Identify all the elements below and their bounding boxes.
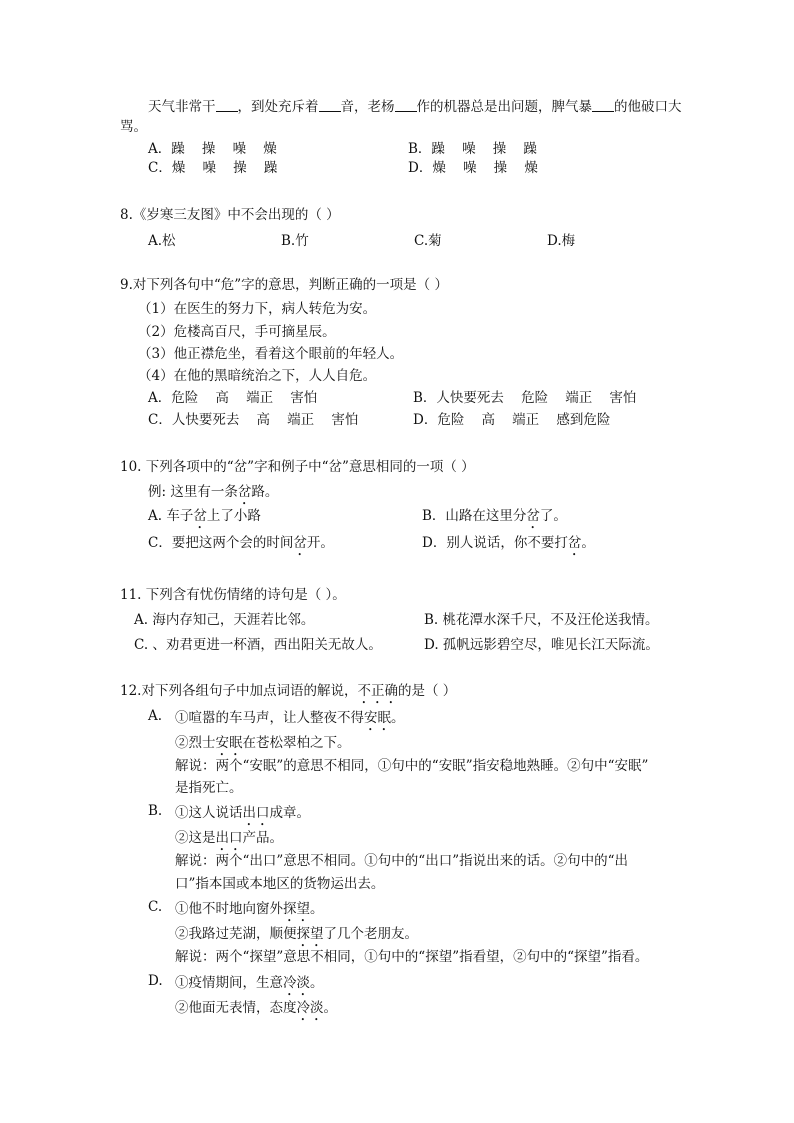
sentence-text: 。 [323, 1000, 337, 1016]
q12-a-explanation-1: 解说：两个“安眠”的意思不相同，①句中的“安眠”指安稳地熟睡。②句中“安眠” [175, 758, 649, 774]
q12-d-sentence-2 [175, 1000, 337, 1024]
sentence-text: ②烈士 [175, 735, 216, 751]
answer-blank[interactable] [216, 99, 238, 112]
q12-a-sentence-2 [175, 735, 351, 759]
option-text: 了。 [539, 508, 567, 524]
sentence-text: ①他不时地向窗外 [175, 901, 283, 917]
q8-option-c[interactable]: C.菊 [414, 233, 442, 249]
sentence-text: 成章。 [269, 805, 310, 821]
q9-option-b[interactable]: B．人快要死去 危险 端正 害怕 [413, 390, 637, 406]
option-text: 。 [581, 535, 595, 551]
q11-option-c[interactable]: C. 、劝君更进一杯酒，西出阳关无故人。 [134, 637, 382, 653]
q10-stem: 10. 下列各项中的“岔”字和例子中“岔”意思相同的一项（ ） [120, 459, 475, 475]
q7-stem-part: ，到处充斥着 [237, 99, 319, 115]
q9-option-c[interactable]: C．人快要死去 高 端正 害怕 [148, 412, 359, 428]
q9-option-d[interactable]: D．危险 高 端正 感到危险 [413, 412, 611, 428]
q7-stem [148, 99, 682, 115]
q9-sentence-4: （4）在他的黑暗统治之下，人人自危。 [138, 368, 377, 384]
dotted-word: 安眠 [215, 735, 243, 751]
q7-stem-part: 的他破口大 [614, 99, 682, 115]
q11-option-a[interactable]: A. 海内存知己，天涯若比邻。 [134, 612, 315, 628]
sentence-text: 。 [310, 901, 324, 917]
dotted-word: 出口 [242, 805, 270, 821]
q12-b-sentence-1 [175, 805, 310, 829]
q12-b-explanation-2: 口”指本国或本地区的货物运出去。 [175, 876, 385, 892]
dotted-word: 岔 [567, 535, 582, 551]
dotted-word: 不正确 [357, 683, 398, 699]
q10-option-c[interactable] [148, 535, 334, 559]
q7-option-c[interactable]: C．燥 噪 操 躁 [148, 160, 278, 176]
q12-a-sentence-1 [175, 710, 405, 734]
q12-stem [120, 683, 456, 707]
q10-example-text: 例: 这里有一条 [148, 484, 238, 500]
q9-sentence-1: （1）在医生的努力下，病人转危为安。 [138, 301, 377, 317]
option-text: D．别人说话，你不要打 [422, 535, 568, 551]
dotted-word: 出口 [215, 830, 243, 846]
q12-a-explanation-2: 是指死亡。 [175, 780, 243, 796]
q7-option-b[interactable]: B．躁 噪 操 躁 [408, 141, 537, 157]
q7-stem-part: 天气非常干 [148, 99, 216, 115]
q10-option-b[interactable] [422, 508, 567, 532]
q12-c-sentence-2 [175, 926, 418, 950]
sentence-text: 。 [310, 975, 324, 991]
dotted-word: 岔 [237, 484, 252, 500]
q8-option-d[interactable]: D.梅 [547, 233, 576, 249]
q7-stem-part: 作的机器总是出问题，脾气暴 [416, 99, 592, 115]
q10-option-d[interactable] [422, 535, 595, 559]
q12-b-explanation-1: 解说：两个“出口”意思不相同。①句中的“出口”指说出来的话。②句中的“出 [175, 853, 629, 869]
answer-blank[interactable] [395, 99, 417, 112]
sentence-text: ①这人说话 [175, 805, 243, 821]
q9-stem: 9.对下列各句中“危”字的意思，判断正确的一项是（ ） [120, 277, 448, 293]
option-text: C．要把这两个会的时间 [148, 535, 294, 551]
q10-example [148, 484, 278, 508]
dotted-word: 岔 [293, 535, 307, 551]
option-text: 上了小路 [206, 508, 261, 524]
answer-blank[interactable] [592, 99, 614, 112]
sentence-text: ②我路过芜湖，顺便 [175, 926, 297, 942]
dotted-word: 探望 [296, 926, 324, 942]
q7-stem-continued: 骂。 [120, 119, 147, 135]
sentence-text: ①喧嚣的车马声，让人整夜不得 [175, 710, 364, 726]
q9-sentence-3: （3）他正襟危坐，看着这个眼前的年轻人。 [138, 346, 404, 362]
q12-stem-text: 12.对下列各组句子中加点词语的解说， [120, 683, 358, 699]
q9-sentence-2: （2）危楼高百尺，手可摘星辰。 [138, 324, 336, 340]
dotted-word: 岔 [193, 508, 207, 524]
q12-stem-text: 的是（ ） [397, 683, 457, 699]
q11-stem: 11. 下列含有忧伤情绪的诗句是（ ）。 [120, 587, 346, 603]
sentence-text: 了几个老朋友。 [323, 926, 418, 942]
sentence-text: 产品。 [242, 830, 283, 846]
dotted-word: 岔 [526, 508, 540, 524]
answer-blank[interactable] [319, 99, 341, 112]
q11-option-d[interactable]: D. 孤帆远影碧空尽，唯见长江天际流。 [424, 637, 659, 653]
dotted-word: 安眠 [364, 710, 391, 726]
sentence-text: 在苍松翠柏之下。 [242, 735, 351, 751]
q8-option-a[interactable]: A.松 [148, 233, 176, 249]
q12-b-sentence-2 [175, 830, 283, 854]
q12-option-a-label[interactable]: A. [148, 708, 163, 724]
dotted-word: 探望 [283, 901, 310, 917]
option-text: 开。 [306, 535, 334, 551]
dotted-word: 冷淡 [296, 1000, 324, 1016]
sentence-text: ②他面无表情，态度 [175, 1000, 297, 1016]
option-text: B．山路在这里分 [422, 508, 527, 524]
dotted-word: 冷淡 [283, 975, 310, 991]
q12-c-sentence-1 [175, 901, 324, 925]
q12-option-b-label[interactable]: B. [148, 803, 163, 819]
sentence-text: ②这是 [175, 830, 216, 846]
q11-option-b[interactable]: B. 桃花潭水深千尺，不及汪伦送我情。 [424, 612, 659, 628]
q9-option-a[interactable]: A．危险 高 端正 害怕 [148, 390, 318, 406]
q10-example-text: 路。 [251, 484, 279, 500]
q12-d-sentence-1 [175, 975, 324, 999]
q12-option-c-label[interactable]: C. [148, 899, 163, 915]
q12-c-explanation-1: 解说：两个“探望”意思不相同，①句中的“探望”指看望，②句中的“探望”指看。 [175, 949, 649, 965]
sentence-text: ①疫情期间，生意 [175, 975, 283, 991]
q7-stem-part: 音，老杨 [340, 99, 395, 115]
sentence-text: 。 [391, 710, 405, 726]
q7-option-d[interactable]: D．燥 噪 操 燥 [408, 160, 538, 176]
option-text: A. 车子 [148, 508, 194, 524]
q7-option-a[interactable]: A．躁 操 噪 燥 [148, 141, 277, 157]
q10-option-a[interactable] [148, 508, 261, 532]
q12-option-d-label[interactable]: D. [148, 973, 163, 989]
q8-option-b[interactable]: B.竹 [281, 233, 309, 249]
q8-stem: 8.《岁寒三友图》中不会出现的（ ） [120, 207, 340, 223]
